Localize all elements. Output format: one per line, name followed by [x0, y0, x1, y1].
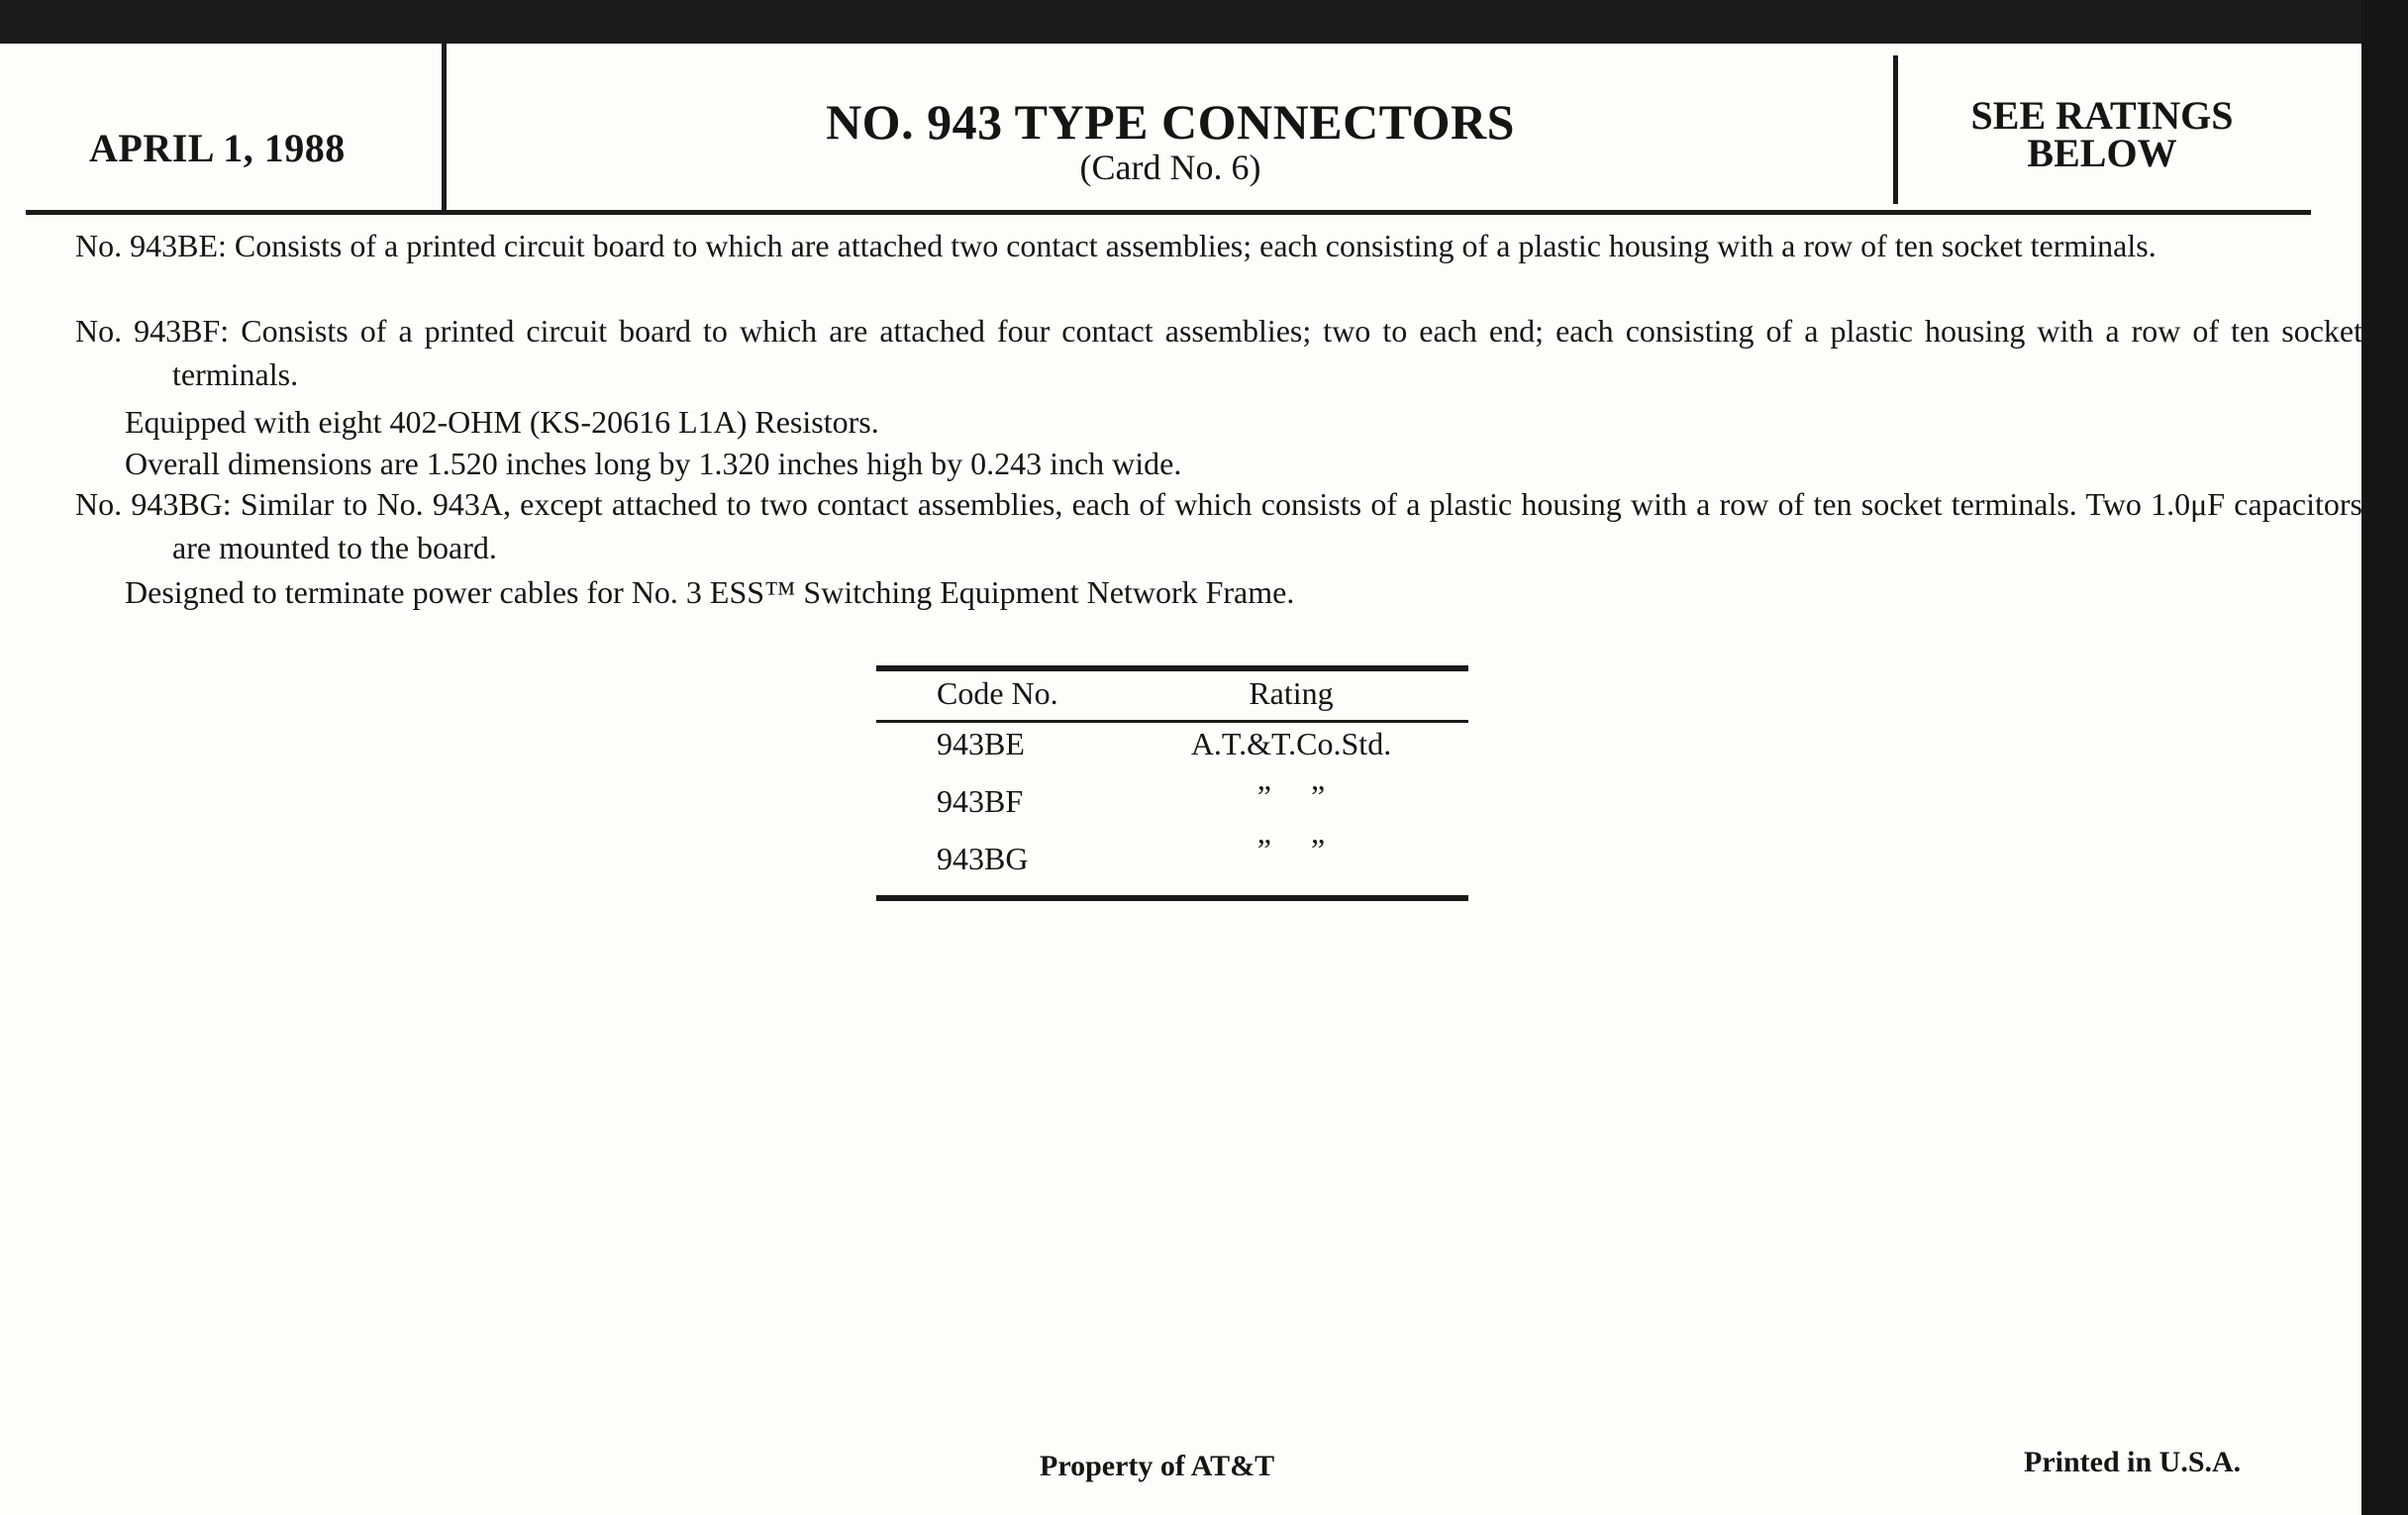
document-title: NO. 943 TYPE CONNECTORS: [826, 94, 1515, 150]
paragraph-943bf: No. 943BF: Consists of a printed circuit board to which are attached four contact assemblies; two to each end; each consisting of a plastic housing with a row of ten socket terminals.: [75, 313, 2362, 392]
footer-printed: Printed in U.S.A.: [2024, 1446, 2242, 1478]
table-cell-rating: A.T.&T.Co.Std.: [1190, 726, 1392, 761]
table-header-rule: [876, 720, 1468, 723]
table-cell-rating: ” ”: [1256, 832, 1326, 867]
document-date: APRIL 1, 1988: [89, 126, 346, 170]
table-top-rule: [876, 665, 1468, 671]
document-subtitle: (Card No. 6): [1079, 148, 1261, 187]
document-title-block: [446, 95, 1895, 186]
paragraph-application: Designed to terminate power cables for No. 3 ESS™ Switching Equipment Network Frame.: [125, 574, 1295, 610]
footer-property: Property of AT&T: [1040, 1450, 1275, 1482]
scan-border-top: [0, 0, 2408, 44]
table-cell-code: 943BE: [937, 726, 1025, 761]
table-header-code: Code No.: [937, 675, 1058, 711]
paragraph-943be: No. 943BE: Consists of a printed circuit board to which are attached two contact assemblies; each consisting of a plastic housing with a row of ten socket terminals.: [75, 228, 2157, 263]
header-divider-left: [442, 44, 447, 214]
header-divider-right: [1893, 55, 1898, 204]
paragraph-dimensions: Overall dimensions are 1.520 inches long by 1.320 inches high by 0.243 inch wide.: [125, 446, 1182, 481]
table-bottom-rule: [876, 895, 1468, 901]
scan-border-right: [2361, 0, 2408, 1515]
table-cell-code: 943BG: [937, 841, 1029, 876]
header-rule: [26, 210, 2311, 215]
ratings-note-line2: BELOW: [2027, 131, 2177, 175]
ratings-note-line1: SEE RATINGS: [1970, 93, 2234, 138]
table-cell-code: 943BF: [937, 783, 1024, 819]
paragraph-resistors: Equipped with eight 402-OHM (KS-20616 L1A) Resistors.: [125, 404, 879, 440]
ratings-note: [1909, 93, 2295, 175]
table-cell-rating: ” ”: [1256, 778, 1326, 814]
table-header-rating: Rating: [1249, 675, 1334, 711]
paragraph-943bg: No. 943BG: Similar to No. 943A, except attached to two contact assemblies, each of which consists of a plastic housing with a row of ten socket terminals. Two 1.0μF capacitors are mounted to the board.: [75, 486, 2362, 565]
